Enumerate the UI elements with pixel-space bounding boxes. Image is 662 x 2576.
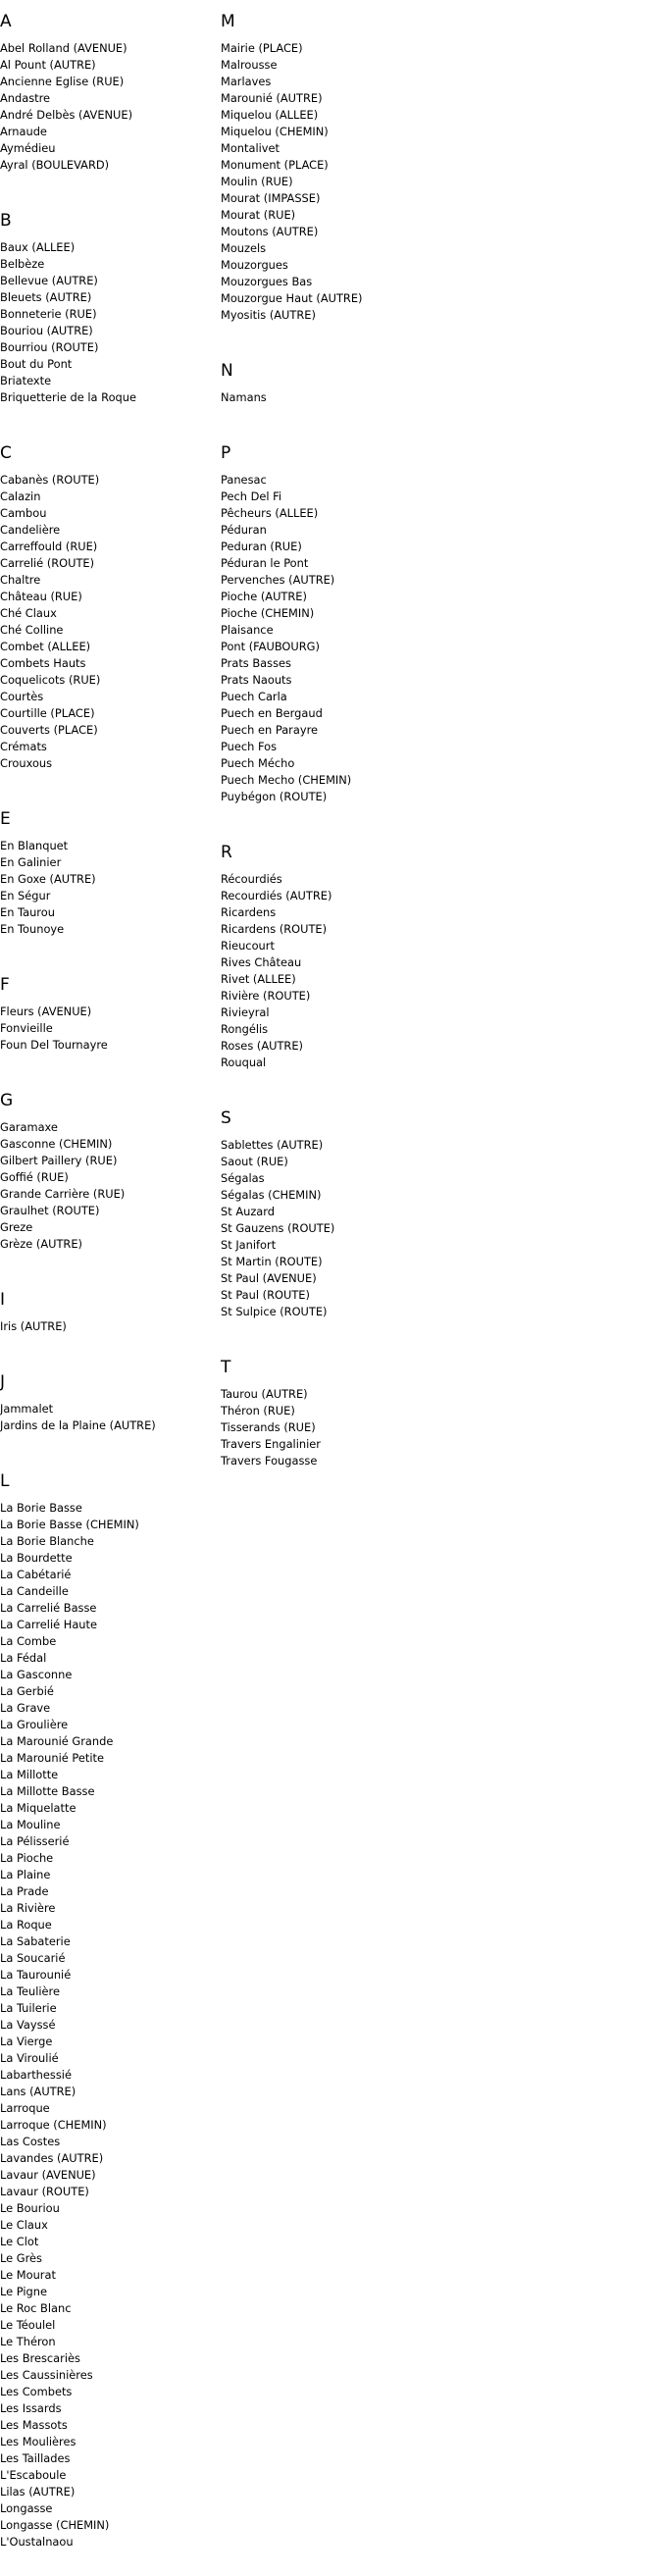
street-item: Candelière	[0, 523, 61, 537]
street-item: La Mouline	[0, 1818, 61, 1831]
street-item: La Groulière	[0, 1718, 69, 1731]
street-item: Puech Mecho (CHEMIN)	[221, 773, 352, 787]
street-item: St Gauzens (ROUTE)	[221, 1221, 335, 1235]
letter-section-p	[221, 443, 476, 831]
street-item: Lavandes (AUTRE)	[0, 2151, 104, 2165]
street-item: Les Combets	[0, 2385, 73, 2398]
letter-heading: C	[0, 443, 12, 463]
letter-section-c	[0, 443, 221, 798]
letter-section-e	[0, 809, 221, 963]
street-item: Malrousse	[221, 58, 278, 72]
street-item: Rives Château	[221, 955, 302, 969]
street-item: Larroque (CHEMIN)	[0, 2118, 107, 2132]
street-item: Rivière (ROUTE)	[221, 989, 311, 1003]
street-item: Bourriou (ROUTE)	[0, 340, 99, 354]
street-list	[0, 838, 221, 938]
street-item: Ayral (BOULEVARD)	[0, 158, 110, 172]
street-item: Bleuets (AUTRE)	[0, 290, 92, 304]
street-item: Panesac	[221, 473, 267, 487]
street-list	[221, 871, 476, 1071]
letter-heading: I	[0, 1290, 6, 1310]
street-item: Greze	[0, 1220, 33, 1234]
street-item: La Pioche	[0, 1851, 54, 1865]
street-item: Couverts (PLACE)	[0, 723, 98, 737]
street-item: St Sulpice (ROUTE)	[221, 1305, 328, 1318]
letter-heading: S	[221, 1108, 231, 1128]
street-item: En Goxe (AUTRE)	[0, 872, 96, 886]
street-item: Baux (ALLEE)	[0, 240, 76, 254]
street-item: Théron (RUE)	[221, 1404, 295, 1417]
street-item: Pioche (AUTRE)	[221, 590, 307, 603]
street-item: Andastre	[0, 91, 51, 105]
street-item: La Sabaterie	[0, 1934, 71, 1948]
street-item: Le Grès	[0, 2251, 42, 2265]
street-item: L'Oustalnaou	[0, 2535, 74, 2549]
street-item: Rivet (ALLEE)	[221, 972, 296, 986]
street-item: La Tuilerie	[0, 2001, 57, 2015]
street-item: Les Caussinières	[0, 2368, 93, 2382]
street-item: Puech Carla	[221, 690, 287, 703]
street-item: St Martin (ROUTE)	[221, 1255, 323, 1268]
street-item: Le Mourat	[0, 2268, 56, 2282]
street-item: Prats Naouts	[221, 673, 292, 687]
street-item: Ché Colline	[0, 623, 64, 637]
street-item: Mouzorgue Haut (AUTRE)	[221, 291, 363, 305]
street-item: Calazin	[0, 489, 41, 503]
street-item: Le Théron	[0, 2335, 56, 2348]
street-item: Bellevue (AUTRE)	[0, 274, 98, 287]
street-item: Saout (RUE)	[221, 1155, 288, 1168]
street-item: Les Moulières	[0, 2435, 76, 2448]
street-item: En Galinier	[0, 855, 62, 869]
street-item: Péduran le Pont	[221, 556, 309, 570]
street-item: Marlaves	[221, 75, 272, 88]
letter-heading: E	[0, 809, 11, 829]
street-item: Ricardens (ROUTE)	[221, 922, 328, 936]
street-item: Combets Hauts	[0, 656, 86, 670]
street-item: Foun Del Tournayre	[0, 1038, 108, 1052]
street-item: Crouxous	[0, 756, 53, 770]
street-item: Jammalet	[0, 1402, 54, 1416]
street-item: La Marounié Petite	[0, 1751, 104, 1765]
street-list	[0, 1500, 221, 2550]
street-item: Roses (AUTRE)	[221, 1039, 303, 1053]
street-item: Graulhet (ROUTE)	[0, 1204, 100, 1217]
street-item: Pervenches (AUTRE)	[221, 573, 335, 587]
street-item: St Paul (AVENUE)	[221, 1271, 317, 1285]
street-item: Myositis (AUTRE)	[221, 308, 316, 322]
street-item: Château (RUE)	[0, 590, 82, 603]
letter-section-s	[221, 1108, 476, 1346]
street-item: La Combe	[0, 1634, 57, 1648]
street-item: La Vayssé	[0, 2018, 56, 2032]
street-list	[0, 1119, 221, 1253]
street-item: Namans	[221, 390, 267, 404]
street-list	[221, 1386, 476, 1469]
street-item: Longasse	[0, 2501, 53, 2515]
street-list	[0, 472, 221, 772]
street-item: Prats Basses	[221, 656, 291, 670]
street-item: La Borie Basse (CHEMIN)	[0, 1518, 139, 1531]
street-item: Péduran	[221, 523, 267, 537]
street-item: Mairie (PLACE)	[221, 41, 303, 55]
street-item: Le Clot	[0, 2235, 39, 2248]
letter-heading: R	[221, 843, 232, 862]
street-item: Lilas (AUTRE)	[0, 2485, 76, 2499]
street-item: La Borie Blanche	[0, 1534, 94, 1548]
letter-section-r	[221, 843, 476, 1097]
street-item: Rivieyral	[221, 1005, 270, 1019]
street-item: Las Costes	[0, 2135, 61, 2148]
street-item: Aymédieu	[0, 141, 56, 155]
street-item: Larroque	[0, 2101, 50, 2115]
street-item: Sablettes (AUTRE)	[221, 1138, 324, 1152]
street-item: Grande Carrière (RUE)	[0, 1187, 126, 1201]
street-item: Labarthessié	[0, 2068, 72, 2082]
street-item: Fleurs (AVENUE)	[0, 1005, 92, 1018]
street-item: Briatexte	[0, 374, 52, 387]
street-list	[221, 389, 476, 406]
street-item: André Delbès (AVENUE)	[0, 108, 133, 122]
street-item: Les Massots	[0, 2418, 68, 2432]
street-item: Les Brescariès	[0, 2351, 80, 2365]
street-item: La Candeille	[0, 1584, 69, 1598]
street-item: Al Pount (AUTRE)	[0, 58, 96, 72]
letter-section-f	[0, 975, 221, 1079]
street-list	[0, 1318, 221, 1335]
street-item: Briquetterie de la Roque	[0, 390, 136, 404]
street-item: Pech Del Fi	[221, 489, 282, 503]
street-item: En Ségur	[0, 889, 51, 902]
left-column	[0, 0, 221, 2576]
street-item: Bonneterie (RUE)	[0, 307, 97, 321]
street-item: Iris (AUTRE)	[0, 1319, 67, 1333]
street-item: St Paul (ROUTE)	[221, 1288, 310, 1302]
letter-heading: A	[0, 12, 12, 31]
street-item: Le Roc Blanc	[0, 2301, 72, 2315]
street-item: Travers Engalinier	[221, 1437, 321, 1451]
street-item: Garamaxe	[0, 1120, 58, 1134]
street-list	[221, 472, 476, 805]
street-item: Pont (FAUBOURG)	[221, 640, 320, 653]
street-item: St Janifort	[221, 1238, 277, 1252]
street-item: Les Issards	[0, 2401, 62, 2415]
street-item: Lavaur (ROUTE)	[0, 2185, 89, 2198]
street-item: Chaltre	[0, 573, 41, 587]
street-item: Puech Fos	[221, 740, 278, 753]
letter-section-t	[221, 1358, 476, 1495]
street-item: Grèze (AUTRE)	[0, 1237, 82, 1251]
street-item: Mourat (IMPASSE)	[221, 191, 321, 205]
street-item: Pioche (CHEMIN)	[221, 606, 315, 620]
street-item: En Blanquet	[0, 839, 69, 852]
letter-section-j	[0, 1372, 221, 1460]
street-item: Crémats	[0, 740, 47, 753]
street-item: Abel Rolland (AVENUE)	[0, 41, 127, 55]
street-item: Récourdiés	[221, 872, 282, 886]
street-item: La Viroulié	[0, 2051, 59, 2065]
street-item: La Carrelié Basse	[0, 1601, 97, 1615]
street-item: Ché Claux	[0, 606, 57, 620]
street-item: La Miquelatte	[0, 1801, 76, 1815]
street-item: Courtille (PLACE)	[0, 706, 95, 720]
street-list	[221, 40, 476, 324]
street-item: Moutons (AUTRE)	[221, 225, 319, 238]
letter-heading: P	[221, 443, 231, 463]
street-item: Puech Mécho	[221, 756, 295, 770]
street-item: Mourat (RUE)	[221, 208, 296, 222]
street-item: La Teulière	[0, 1984, 60, 1998]
street-item: Carreffould (RUE)	[0, 540, 98, 553]
street-item: La Marounié Grande	[0, 1734, 114, 1748]
street-item: Carrelié (ROUTE)	[0, 556, 95, 570]
letter-heading: F	[0, 975, 10, 995]
street-list	[0, 40, 221, 174]
letter-heading: T	[221, 1358, 231, 1377]
street-item: La Rivière	[0, 1901, 56, 1915]
street-item: Lans (AUTRE)	[0, 2085, 76, 2098]
street-item: La Millotte Basse	[0, 1784, 95, 1798]
street-item: La Pélisserié	[0, 1834, 70, 1848]
street-item: La Taurounié	[0, 1968, 72, 1982]
street-item: La Bourdette	[0, 1551, 73, 1565]
letter-heading: N	[221, 361, 233, 381]
street-item: Goffié (RUE)	[0, 1170, 69, 1184]
street-item: Fonvieille	[0, 1021, 53, 1035]
street-item: Coquelicots (RUE)	[0, 673, 101, 687]
street-item: Cambou	[0, 506, 47, 520]
street-item: Ségalas	[221, 1171, 265, 1185]
street-item: Jardins de la Plaine (AUTRE)	[0, 1418, 156, 1432]
letter-section-l	[0, 1471, 221, 2576]
street-item: Belbèze	[0, 257, 45, 271]
street-item: La Roque	[0, 1918, 52, 1932]
street-item: Pêcheurs (ALLEE)	[221, 506, 319, 520]
street-item: Le Claux	[0, 2218, 48, 2232]
street-item: Recourdiés (AUTRE)	[221, 889, 332, 902]
street-item: Rouqual	[221, 1056, 267, 1069]
street-list	[0, 1004, 221, 1054]
street-item: Plaisance	[221, 623, 274, 637]
street-item: Monument (PLACE)	[221, 158, 329, 172]
street-item: Ségalas (CHEMIN)	[221, 1188, 322, 1202]
street-item: Mouzels	[221, 241, 267, 255]
letter-section-a	[0, 12, 221, 199]
street-item: La Gasconne	[0, 1668, 73, 1681]
street-item: Cabanès (ROUTE)	[0, 473, 100, 487]
street-item: Le Bouriou	[0, 2201, 60, 2215]
street-item: Ricardens	[221, 905, 277, 919]
street-item: La Soucarié	[0, 1951, 66, 1965]
letter-section-g	[0, 1091, 221, 1278]
street-item: La Gerbié	[0, 1684, 54, 1698]
letter-heading: G	[0, 1091, 14, 1110]
street-item: Le Téoulel	[0, 2318, 56, 2332]
street-item: Combet (ALLEE)	[0, 640, 91, 653]
street-item: En Taurou	[0, 905, 55, 919]
street-item: La Grave	[0, 1701, 51, 1715]
street-item: Rieucourt	[221, 939, 275, 953]
street-item: Gasconne (CHEMIN)	[0, 1137, 113, 1151]
letter-section-m	[221, 12, 476, 349]
street-item: Courtès	[0, 690, 44, 703]
street-list	[0, 1401, 221, 1434]
street-item: Montalivet	[221, 141, 280, 155]
letter-heading: L	[0, 1471, 10, 1491]
street-item: En Tounoye	[0, 922, 65, 936]
street-item: La Millotte	[0, 1768, 59, 1781]
street-item: La Borie Basse	[0, 1501, 82, 1515]
street-item: Ancienne Eglise (RUE)	[0, 75, 125, 88]
street-item: Mouzorgues Bas	[221, 275, 313, 288]
street-item: Travers Fougasse	[221, 1454, 318, 1468]
letter-heading: M	[221, 12, 235, 31]
street-item: Les Taillades	[0, 2451, 71, 2465]
letter-heading: J	[0, 1372, 6, 1392]
street-item: L'Escaboule	[0, 2468, 67, 2482]
street-item: Miquelou (ALLEE)	[221, 108, 319, 122]
street-item: La Prade	[0, 1884, 49, 1898]
letter-section-n	[221, 361, 476, 432]
street-item: La Cabétarié	[0, 1568, 72, 1581]
street-item: Longasse (CHEMIN)	[0, 2518, 110, 2532]
letter-section-i	[0, 1290, 221, 1361]
street-item: Taurou (AUTRE)	[221, 1387, 308, 1401]
street-item: Lavaur (AVENUE)	[0, 2168, 96, 2182]
street-item: Peduran (RUE)	[221, 540, 302, 553]
street-item: Miquelou (CHEMIN)	[221, 125, 329, 138]
street-item: Gilbert Paillery (RUE)	[0, 1154, 118, 1167]
street-item: Le Pigne	[0, 2285, 48, 2298]
street-item: Puybégon (ROUTE)	[221, 790, 328, 803]
right-column	[221, 0, 476, 1495]
street-item: Tisserands (RUE)	[221, 1420, 316, 1434]
street-item: Bouriou (AUTRE)	[0, 324, 93, 337]
letter-section-b	[0, 211, 221, 432]
street-item: La Plaine	[0, 1868, 51, 1881]
street-item: La Vierge	[0, 2035, 53, 2048]
street-item: La Fédal	[0, 1651, 47, 1665]
street-item: Puech en Bergaud	[221, 706, 323, 720]
street-list	[0, 239, 221, 406]
street-item: Moulin (RUE)	[221, 175, 293, 188]
street-item: Rongélis	[221, 1022, 269, 1036]
letter-heading: B	[0, 211, 12, 231]
street-list	[221, 1137, 476, 1320]
street-item: Bout du Pont	[0, 357, 73, 371]
street-item: St Auzard	[221, 1205, 276, 1218]
street-item: Arnaude	[0, 125, 47, 138]
street-item: Puech en Parayre	[221, 723, 319, 737]
street-item: Marounié (AUTRE)	[221, 91, 323, 105]
street-item: La Carrelié Haute	[0, 1618, 98, 1631]
street-item: Mouzorgues	[221, 258, 288, 272]
